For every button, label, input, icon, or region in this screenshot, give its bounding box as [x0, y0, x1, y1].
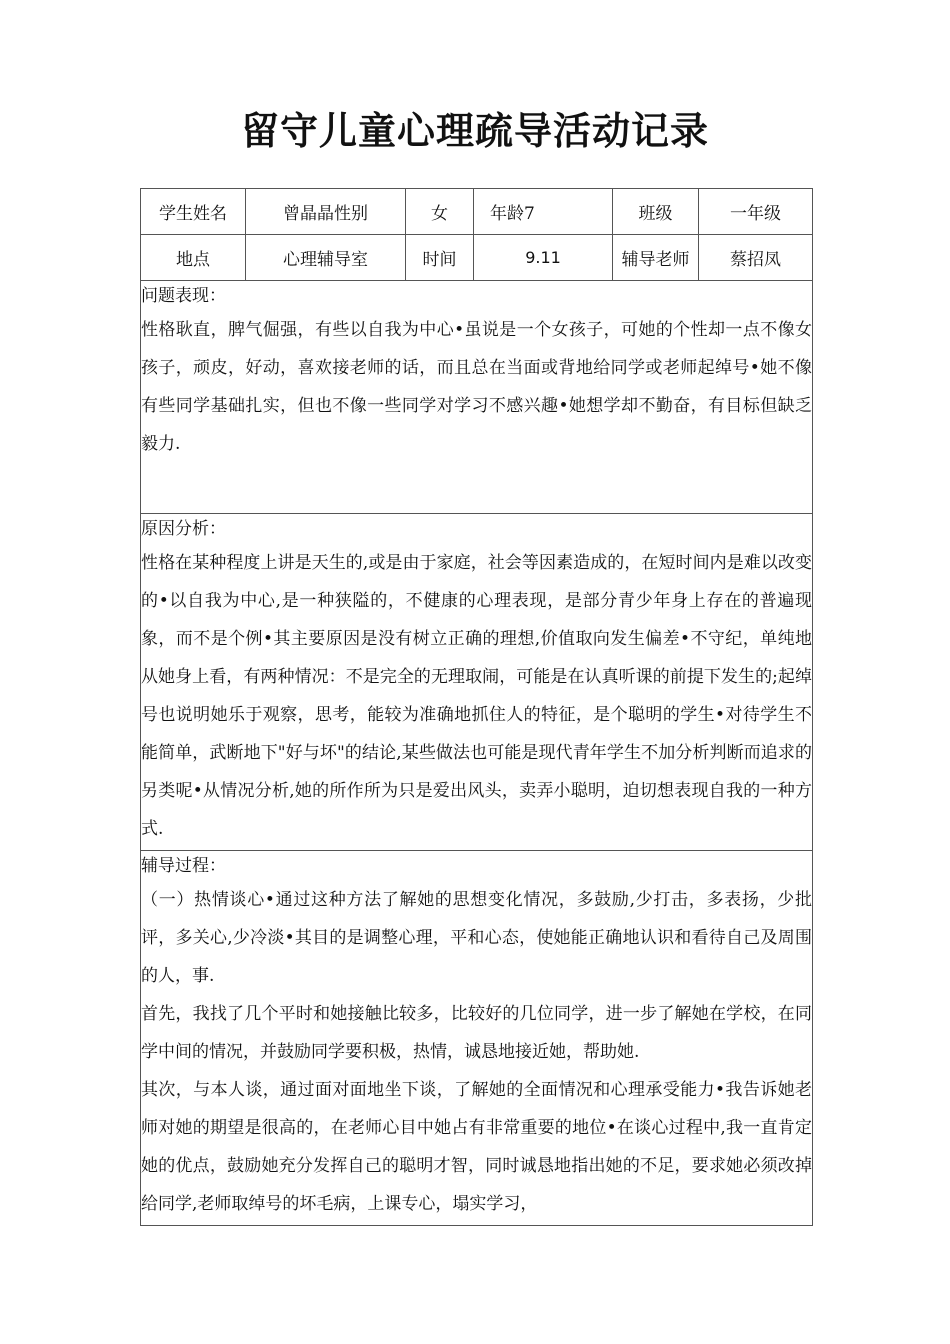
process-paragraph-2: 首先，我找了几个平时和她接触比较多，比较好的几位同学，进一步了解她在学校，在同学中间的情况，并鼓励同学要积极，热情，诚恳地接近她，帮助她. — [141, 1004, 812, 1062]
time-value: 9.11 — [474, 235, 613, 281]
location-value: 心理辅导室 — [246, 235, 406, 281]
document-title: 留守儿童心理疏导活动记录 — [240, 109, 709, 153]
problem-text: 性格耿直，脾气倔强，有些以自我为中心•虽说是一个女孩子，可她的个性却一点不像女孩子，顽皮，好动，喜欢接老师的话，而且总在当面或背地给同学或老师起绰号•她不像有些同学基础扎实，但也不像一些同学对学习不感兴趣•她想学却不勤奋，有目标但缺乏毅力. — [141, 320, 812, 454]
record-table — [140, 188, 813, 1226]
cause-section — [141, 514, 813, 851]
info-row-2 — [141, 235, 813, 281]
process-section — [141, 851, 813, 1226]
location-label: 地点 — [141, 235, 246, 281]
gender-value: 女 — [406, 189, 474, 235]
age-value: 年龄7 — [474, 189, 613, 235]
cause-label: 原因分析： — [141, 519, 226, 539]
class-value: 一年级 — [699, 189, 813, 235]
problem-label: 问题表现： — [141, 286, 226, 306]
teacher-value: 蔡招凤 — [699, 235, 813, 281]
class-label: 班级 — [613, 189, 699, 235]
process-label: 辅导过程： — [141, 856, 226, 876]
info-row-1 — [141, 189, 813, 235]
teacher-label: 辅导老师 — [613, 235, 699, 281]
student-name-gender: 曾晶晶性别 — [246, 189, 406, 235]
time-label: 时间 — [406, 235, 474, 281]
problem-section — [141, 281, 813, 514]
process-text — [141, 881, 812, 1223]
process-paragraph-1: （一）热情谈心•通过这种方法了解她的思想变化情况，多鼓励,少打击，多表扬，少批评，多关心,少冷淡•其目的是调整心理，平和心态，使她能正确地认识和看待自己及周围的人，事. — [141, 890, 812, 986]
cause-text: 性格在某种程度上讲是天生的,或是由于家庭，社会等因素造成的，在短时间内是难以改变的•以自我为中心,是一种狭隘的，不健康的心理表现，是部分青少年身上存在的普遍现象，而不是个例•其主要原因是没有树立正确的理想,价值取向发生偏差•不守纪，单纯地从她身上看，有两种情况：不是完全的无理取闹，可能是在认真听课的前提下发生的;起绰号也说明她乐于观察，思考，能较为准确地抓住人的特征，是个聪明的学生•对待学生不能简单，武断地下"好与坏"的结论,某些做法也可能是现代青年学生不加分析判断而追求的另类呢•从情况分析,她的所作所为只是爱出风头，卖弄小聪明，迫切想表现自我的一种方式. — [141, 553, 812, 839]
student-name-label: 学生姓名 — [141, 189, 246, 235]
process-paragraph-3: 其次，与本人谈，通过面对面地坐下谈，了解她的全面情况和心理承受能力•我告诉她老师对她的期望是很高的，在老师心目中她占有非常重要的地位•在谈心过程中,我一直肯定她的优点，鼓励她充分发挥自己的聪明才智，同时诚恳地指出她的不足，要求她必须改掉给同学,老师取绰号的坏毛病，上课专心，塌实学习， — [141, 1080, 812, 1214]
